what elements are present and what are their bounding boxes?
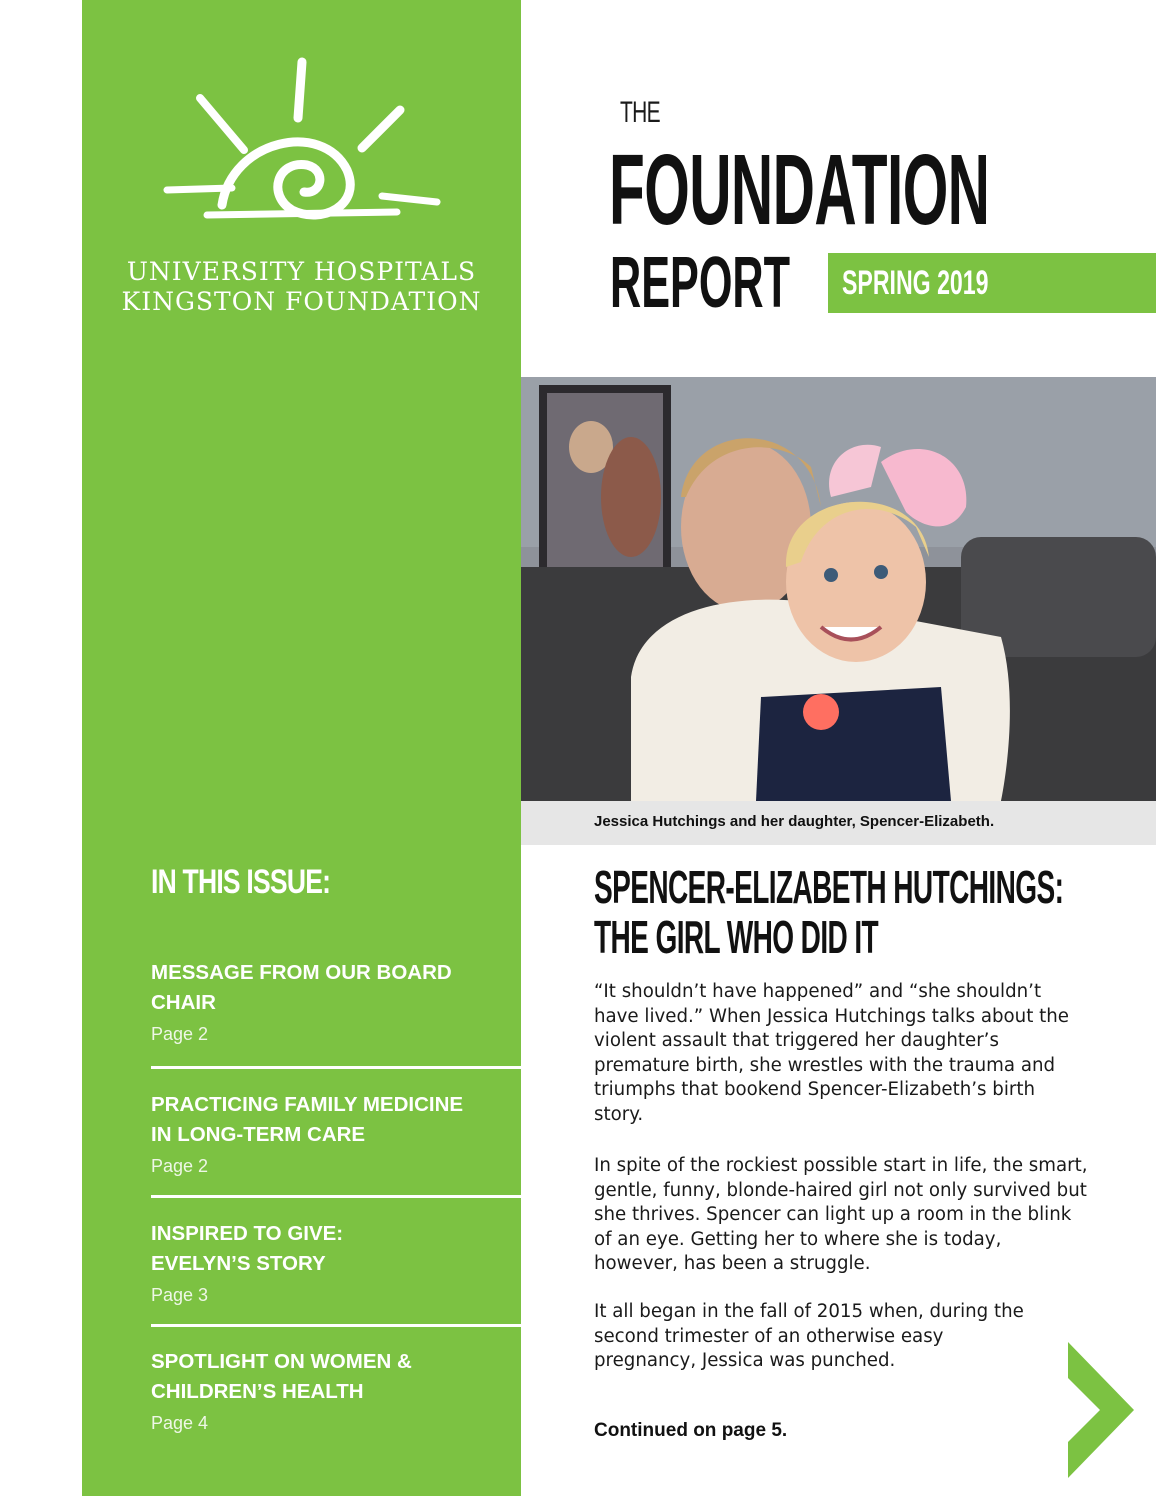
org-name-line1: UNIVERSITY HOSPITALS — [126, 257, 477, 286]
toc-title-line: MESSAGE FROM OUR BOARD — [151, 961, 452, 984]
toc-title-line: CHAIR — [151, 991, 216, 1014]
masthead-foundation: FOUNDATION — [609, 134, 990, 246]
toc-title-line: CHILDREN’S HEALTH — [151, 1380, 364, 1403]
article-headline — [594, 862, 1070, 962]
organization-name — [82, 257, 521, 317]
toc-title-line: SPOTLIGHT ON WOMEN & — [151, 1350, 412, 1373]
cover-photo — [521, 377, 1156, 801]
toc-page: Page 3 — [151, 1285, 209, 1305]
masthead-report: REPORT — [610, 243, 791, 323]
toc-title — [151, 1090, 511, 1150]
divider — [151, 1066, 521, 1069]
toc-title — [151, 958, 511, 1018]
toc-page: Page 2 — [151, 1156, 209, 1176]
toc-title — [151, 1219, 511, 1279]
toc-title-line: PRACTICING FAMILY MEDICINE — [151, 1093, 464, 1116]
article-paragraph: It all began in the fall of 2015 when, during the second trimester of an otherwise easy pregnancy, Jessica was punched. — [594, 1301, 1024, 1371]
article-paragraph: “It shouldn’t have happened” and “she shouldn’t have lived.” When Jessica Hutchings talks about the violent assault that triggered her daughter’s premature birth, she wrestles with the trauma and triumphs that bookend Spencer-Elizabeth’s birth story. — [594, 981, 1069, 1125]
photo-caption-bar — [521, 801, 1156, 845]
sun-logo-icon — [152, 40, 452, 240]
org-name-line2: KINGSTON FOUNDATION — [121, 287, 482, 316]
continued-note: Continued on page 5. — [594, 1420, 788, 1441]
toc-item-evelyns-story[interactable] — [151, 1219, 511, 1309]
masthead-the: THE — [620, 96, 660, 129]
toc-title-line: IN LONG-TERM CARE — [151, 1123, 366, 1146]
photo-illustration — [521, 377, 1156, 801]
toc-item-board-chair[interactable] — [151, 958, 511, 1048]
toc-item-family-medicine[interactable] — [151, 1090, 511, 1180]
headline-line: THE GIRL WHO DID IT — [594, 911, 879, 963]
article-paragraph: In spite of the rockiest possible start in life, the smart, gentle, funny, blonde-haired girl not only survived but she thrives. Spencer can light up a room in the blink of an eye. Getting her to where she is today, however, has been a struggle. — [594, 1155, 1088, 1274]
toc-page: Page 4 — [151, 1413, 209, 1433]
sidebar — [82, 0, 521, 1496]
chevron-right-icon[interactable] — [1064, 1342, 1136, 1478]
toc-title-line: INSPIRED TO GIVE: — [151, 1222, 344, 1245]
in-this-issue-heading: IN THIS ISSUE: — [151, 863, 331, 901]
photo-caption: Jessica Hutchings and her daughter, Spencer-Elizabeth. — [594, 813, 995, 830]
toc-title — [151, 1347, 511, 1407]
toc-page: Page 2 — [151, 1024, 209, 1044]
edition-label: SPRING 2019 — [842, 264, 989, 302]
toc-item-womens-childrens-health[interactable] — [151, 1347, 511, 1437]
edition-badge — [828, 253, 1156, 313]
toc-title-line: EVELYN’S STORY — [151, 1252, 326, 1275]
divider — [151, 1324, 521, 1327]
headline-line: SPENCER-ELIZABETH HUTCHINGS: — [594, 861, 1064, 913]
divider — [151, 1195, 521, 1198]
